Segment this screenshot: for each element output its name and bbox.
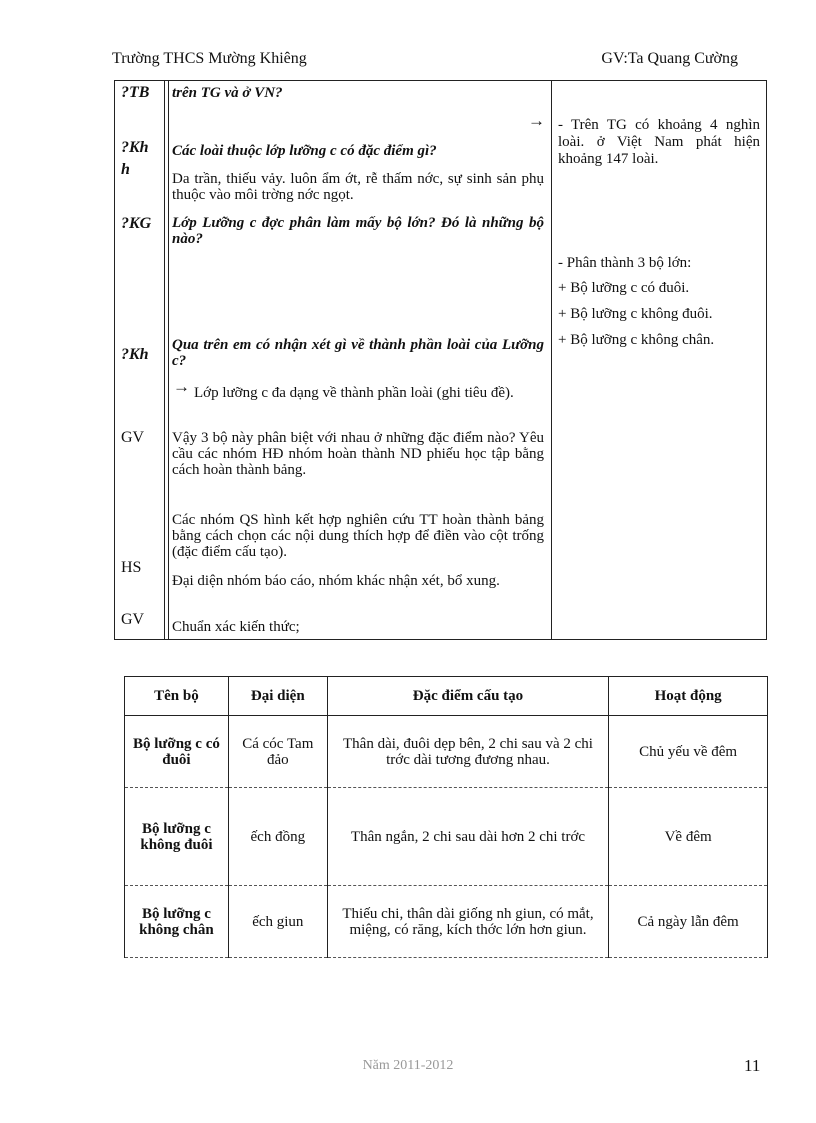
content-column: [552, 81, 766, 639]
content-text: + Bộ lưỡng c không đuôi.: [558, 306, 713, 322]
column-header: Hoạt động: [609, 677, 768, 716]
column-header: Đại diện: [228, 677, 327, 716]
role-label: ?KG: [121, 215, 152, 232]
role-label: GV: [121, 611, 145, 628]
page-header: [112, 50, 738, 76]
structure-features: Thân dài, đuôi dẹp bên, 2 chi sau và 2 chi trớc dài tương đương nhau.: [327, 716, 608, 788]
lesson-table: [114, 80, 767, 640]
question-text: Lớp Lưỡng c đợc phân làm mấy bộ lớn? Đó là những bộ nào?: [172, 215, 544, 247]
page-number: 11: [744, 1056, 761, 1075]
representative: ếch giun: [228, 886, 327, 958]
content-text: + Bộ lưỡng c có đuôi.: [558, 280, 690, 296]
activity-column: [165, 81, 552, 639]
activity-time: Chủ yếu về đêm: [609, 716, 768, 788]
table-header-row: [125, 677, 768, 716]
answer-text: Da trần, thiếu vảy. luôn ẩm ớt, rễ thấm nớc, sự sinh sản phụ thuộc vào môi trờng nớc ngọt.: [172, 171, 544, 203]
instruction-text: Chuẩn xác kiến thức;: [172, 619, 300, 635]
table-row: [125, 886, 768, 958]
question-text: Qua trên em có nhận xét gì về thành phần loài của Lưỡng c?: [172, 337, 544, 369]
instruction-text: Các nhóm QS hình kết hợp nghiên cứu TT hoàn thành bảng bằng cách chọn các nội dung thích hợp để điền vào cột trống (đặc điểm cấu tạo).: [172, 512, 544, 560]
instruction-text: Vậy 3 bộ này phân biệt với nhau ở những đặc điểm nào? Yêu cầu các nhóm HĐ nhóm hoàn thành ND phiếu học tập bằng cách hoàn thành bảng.: [172, 430, 544, 478]
role-label: GV: [121, 429, 145, 446]
representative: ếch đồng: [228, 788, 327, 886]
content-text: - Phân thành 3 bộ lớn:: [558, 255, 692, 271]
teacher-name: GV:Ta Quang Cường: [601, 50, 738, 67]
question-text: trên TG và ở VN?: [172, 85, 283, 101]
content-text: - Trên TG có khoảng 4 nghìn loài. ở Việt Nam phát hiện khoảng 147 loài.: [558, 117, 760, 167]
activity-time: Cả ngày lẫn đêm: [609, 886, 768, 958]
arrow-right-icon: →: [528, 111, 545, 130]
answer-text: Lớp lưỡng c đa dạng về thành phần loài (ghi tiêu đề).: [194, 385, 514, 401]
role-label: ?Kh: [121, 346, 149, 363]
role-column: [115, 81, 165, 639]
table-row: [125, 716, 768, 788]
comparison-table: [124, 676, 768, 958]
question-text: Các loài thuộc lớp lưỡng c có đặc điểm gì?: [172, 143, 437, 159]
order-name: Bộ lưỡng c không đuôi: [125, 788, 229, 886]
column-header: Tên bộ: [125, 677, 229, 716]
structure-features: Thân ngắn, 2 chi sau dài hơn 2 chi trớc: [327, 788, 608, 886]
role-label: ?Kh h: [121, 139, 149, 178]
arrow-right-icon: →: [173, 377, 190, 396]
table-row: [125, 788, 768, 886]
activity-time: Về đêm: [609, 788, 768, 886]
role-label: ?TB: [121, 84, 150, 101]
school-name: Trường THCS Mường Khiêng: [112, 50, 307, 67]
column-header: Đặc điểm cấu tạo: [327, 677, 608, 716]
order-name: Bộ lưỡng c có đuôi: [125, 716, 229, 788]
order-name: Bộ lưỡng c không chân: [125, 886, 229, 958]
structure-features: Thiếu chi, thân dài giống nh giun, có mắt, miệng, có răng, kích thớc lớn hơn giun.: [327, 886, 608, 958]
representative: Cá cóc Tam đảo: [228, 716, 327, 788]
role-label: HS: [121, 559, 142, 576]
footer-year: Năm 2011-2012: [362, 1058, 454, 1073]
content-text: + Bộ lưỡng c không chân.: [558, 332, 715, 348]
instruction-text: Đại diện nhóm báo cáo, nhóm khác nhận xét, bổ xung.: [172, 573, 500, 589]
